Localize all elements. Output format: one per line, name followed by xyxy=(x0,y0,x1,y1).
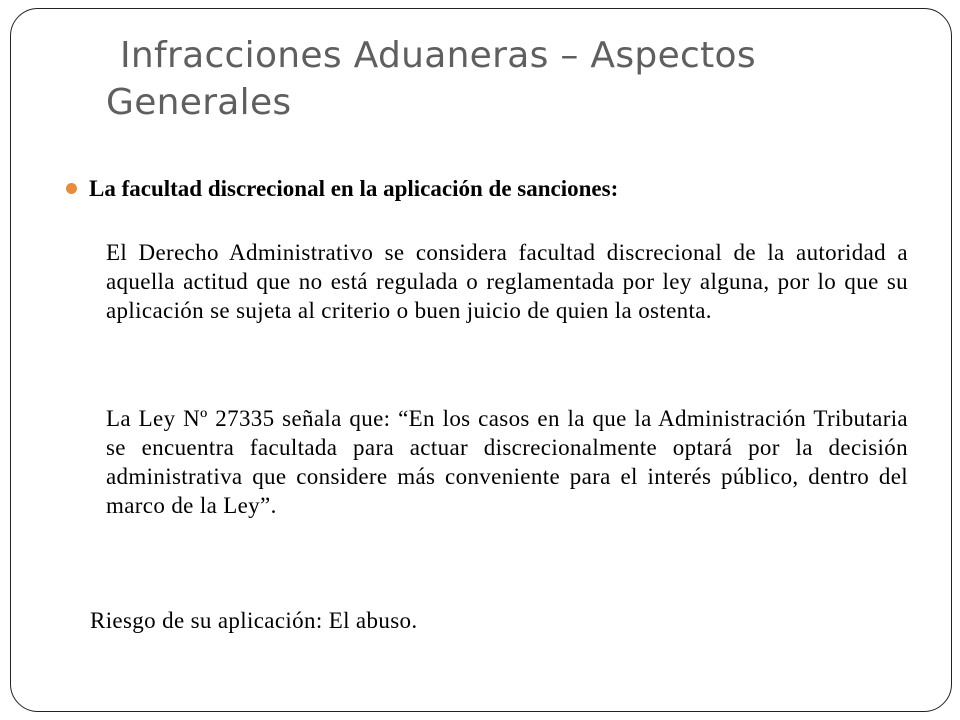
bullet-heading: La facultad discrecional en la aplicación de sanciones: xyxy=(89,176,619,201)
slide-title xyxy=(106,32,886,126)
bullet-dot-icon xyxy=(66,183,77,194)
slide-title-line-2: Generales xyxy=(106,82,292,123)
slide-title-line-1: Infracciones Aduaneras – Aspectos xyxy=(120,35,756,76)
risk-statement: Riesgo de su aplicación: El abuso. xyxy=(90,608,418,633)
paragraph-law-quote: La Ley Nº 27335 señala que: “En los casos en la que la Administración Tributaria se encuentra facultada para actuar discrecionalmente optará por la decisión administrativa que considere más conveniente para el interés público, dentro del marco de la Ley”. xyxy=(106,406,908,518)
bullet-item xyxy=(66,174,866,214)
paragraph-definition: El Derecho Administrativo se considera facultad discrecional de la autoridad a aquella actitud que no está regulada o reglamentada por ley alguna, por lo que su aplicación se sujeta al criterio o buen juicio de quien la ostenta. xyxy=(106,240,908,323)
